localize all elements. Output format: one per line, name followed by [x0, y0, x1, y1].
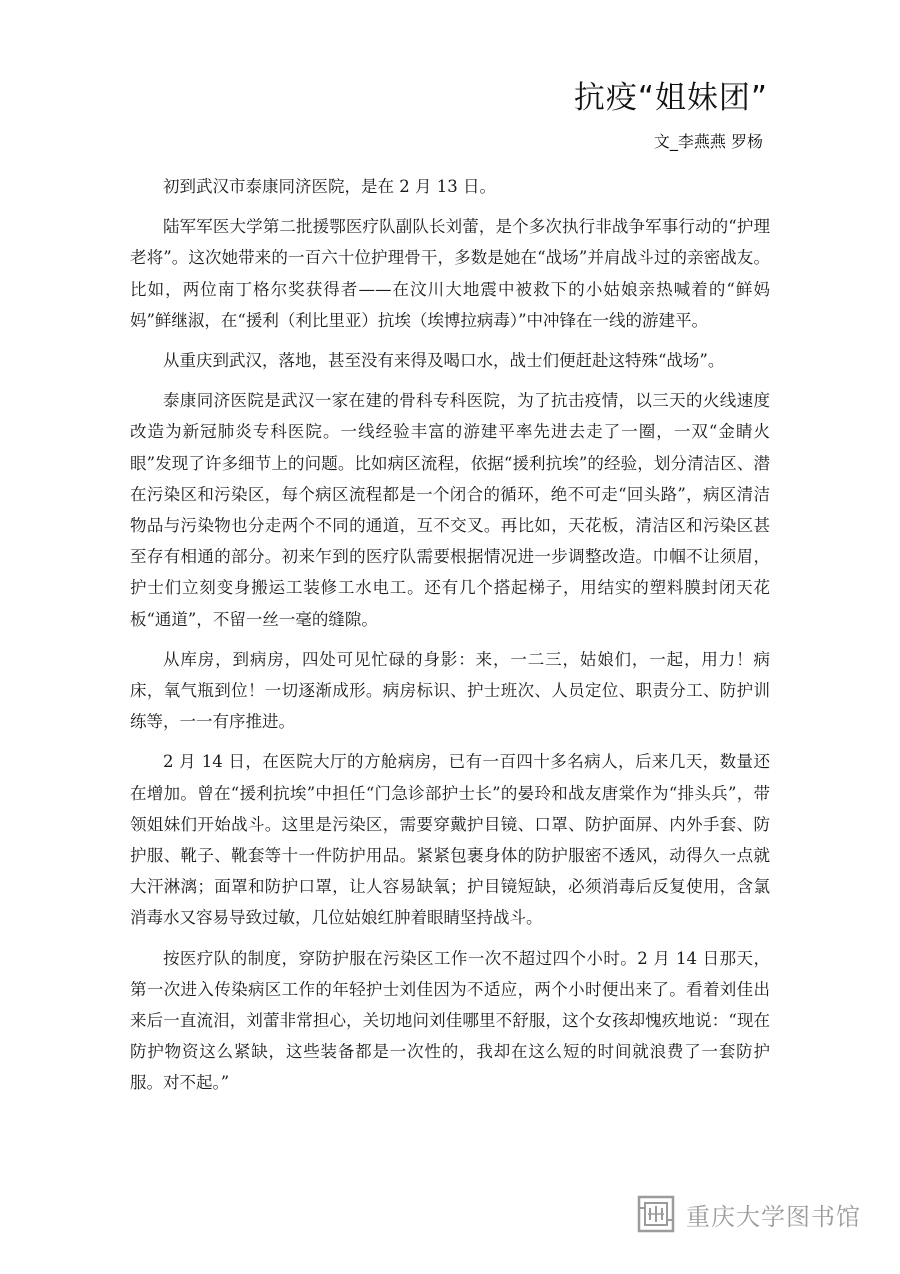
paragraph: 2 月 14 日，在医院大厅的方舱病房，已有一百四十多名病人，后来几天，数量还在增加。曾在“援利抗埃”中担任“门急诊部护士长”的晏玲和战友唐棠作为“排头兵”，带领姐妹们开始战斗。这里是污染区，需要穿戴护目镜、口罩、防护面屏、内外手套、防护服、靴子、靴套等十一件防护用品。紧紧包裹身体的防护服密不透风，动得久一点就大汗淋漓；面罩和防护口罩，让人容易缺氧；护目镜短缺，必须消毒后反复使用，含氯消毒水又容易导致过敏，几位姑娘红肿着眼睛坚持战斗。	[130, 752, 770, 928]
paragraph: 从重庆到武汉，落地，甚至没有来得及喝口水，战士们便赶赴这特殊“战场”。	[163, 351, 725, 371]
paragraph: 泰康同济医院是武汉一家在建的骨科专科医院，为了抗击疫情，以三天的火线速度改造为新冠肺炎专科医院。一线经验丰富的游建平率先进去走了一圈，一双“金睛火眼”发现了许多细节上的问题。比如病区流程，依据“援利抗埃”的经验，划分清洁区、潜在污染区和污染区，每个病区流程都是一个闭合的循环，绝不可走“回头路”，病区清洁物品与污染物也分走两个不同的通道，互不交叉。再比如，天花板，清洁区和污染区甚至存有相通的部分。初来乍到的医疗队需要根据情况进一步调整改造。巾帼不让须眉，护士们立刻变身搬运工装修工水电工。还有几个搭起梯子，用结实的塑料膜封闭天花板“通道”，不留一丝一毫的缝隙。	[130, 391, 770, 629]
library-logo-icon	[636, 1194, 676, 1234]
library-watermark	[636, 1192, 866, 1236]
paragraph: 按医疗队的制度，穿防护服在污染区工作一次不超过四个小时。2 月 14 日那天，第一次进入传染病区工作的年轻护士刘佳因为不适应，两个小时便出来了。看着刘佳出来后一直流泪，刘蕾非常担心，关切地问刘佳哪里不舒服，这个女孩却愧疚地说：“现在防护物资这么紧缺，这些装备都是一次性的，我却在这么短的时间就浪费了一套防护服。对不起。”	[130, 948, 770, 1093]
article-body	[130, 171, 770, 1108]
watermark-text: 重庆大学图书馆	[686, 1202, 861, 1231]
article-title: 抗疫“姐妹团”	[573, 80, 768, 116]
paragraph: 陆军军医大学第二批援鄂医疗队副队长刘蕾，是个多次执行非战争军事行动的“护理老将”。这次她带来的一百六十位护理骨干，多数是她在“战场”并肩战斗过的亲密战友。比如，两位南丁格尔奖获得者——在汶川大地震中被救下的小姑娘亲热喊着的“鲜妈妈”鲜继淑，在“援利（利比里亚）抗埃（埃博拉病毒）”中冲锋在一线的游建平。	[130, 217, 770, 330]
paragraph: 从库房，到病房，四处可见忙碌的身影：来，一二三，姑娘们，一起，用力！病床，氧气瓶到位！一切逐渐成形。病房标识、护士班次、人员定位、职责分工、防护训练等，一一有序推进。	[130, 649, 770, 732]
paragraph: 初到武汉市泰康同济医院，是在 2 月 13 日。	[163, 177, 496, 196]
article-byline: 文_李燕燕 罗杨	[653, 132, 763, 151]
